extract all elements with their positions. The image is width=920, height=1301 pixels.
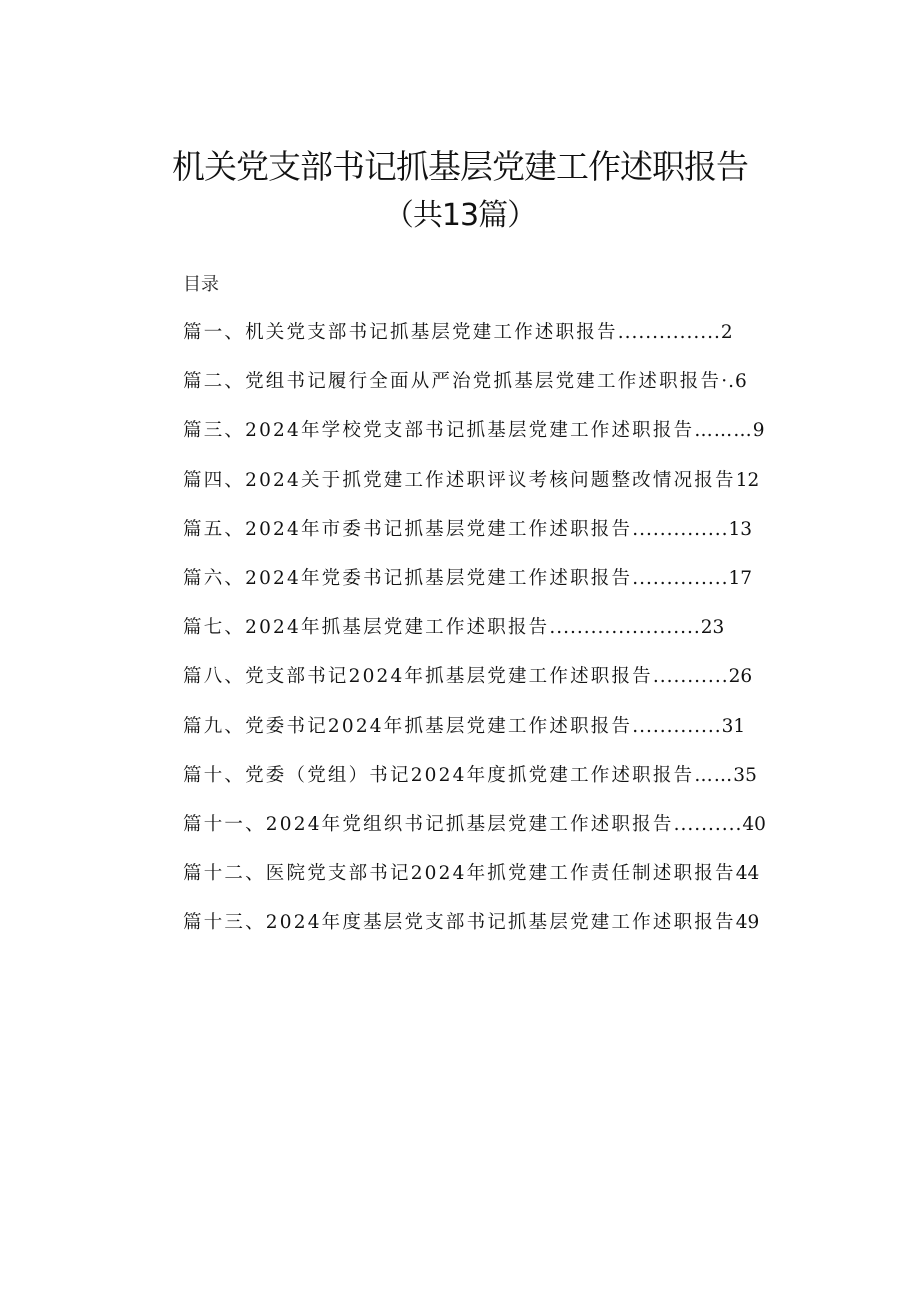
toc-page-number: 12	[735, 469, 760, 491]
toc-entry-label: 篇十三、2024年度基层党支部书记抓基层党建工作述职报告	[183, 912, 736, 934]
table-of-contents	[183, 318, 783, 957]
toc-entry-label: 篇二、党组书记履行全面从严治党抓基层党建工作述职报告	[183, 371, 722, 393]
toc-page-number: 44	[735, 863, 760, 885]
toc-dot-leader: ……	[694, 764, 734, 786]
toc-entry-11[interactable]	[183, 810, 783, 859]
toc-entry-9[interactable]	[183, 712, 783, 761]
toc-entry-label: 篇三、2024年学校党支部书记抓基层党建工作述职报告	[183, 420, 695, 442]
toc-entry-5[interactable]	[183, 515, 783, 564]
toc-entry-3[interactable]	[183, 416, 783, 465]
toc-page-number: 26	[728, 666, 753, 688]
toc-dot-leader: ......................	[549, 617, 701, 639]
toc-dot-leader: ..............	[632, 567, 729, 589]
toc-dot-leader: .............	[632, 715, 722, 737]
toc-dot-leader: ...........	[652, 666, 729, 688]
toc-page-number: 31	[721, 715, 746, 737]
toc-entry-label: 篇五、2024年市委书记抓基层党建工作述职报告	[183, 518, 633, 540]
toc-entry-7[interactable]	[183, 613, 783, 662]
toc-dot-leader: ...............	[617, 322, 721, 343]
document-title: 机关党支部书记抓基层党建工作述职报告	[172, 147, 748, 186]
toc-entry-label: 篇四、2024关于抓党建工作述职评议考核问题整改情况报告	[183, 469, 736, 491]
toc-entry-label: 篇六、2024年党委书记抓基层党建工作述职报告	[183, 567, 633, 589]
toc-page-number: 13	[728, 518, 753, 540]
toc-dot-leader: ………	[694, 420, 753, 442]
toc-page-number: 6	[734, 371, 747, 393]
toc-entry-1[interactable]	[183, 318, 783, 367]
toc-entry-13[interactable]	[183, 908, 783, 957]
toc-entry-label: 篇十二、医院党支部书记2024年抓党建工作责任制述职报告	[183, 863, 736, 885]
toc-entry-label: 篇七、2024年抓基层党建工作述职报告	[183, 617, 550, 639]
toc-page-number: 2	[720, 322, 733, 343]
toc-page-number: 35	[733, 764, 757, 786]
toc-page-number: 17	[728, 567, 753, 589]
toc-page-number: 40	[742, 813, 766, 835]
toc-entry-label: 篇九、党委书记2024年抓基层党建工作述职报告	[183, 715, 633, 737]
toc-entry-label: 篇十、党委（党组）书记2024年度抓党建工作述职报告	[183, 764, 695, 786]
toc-entry-10[interactable]	[183, 761, 783, 810]
toc-entry-6[interactable]	[183, 564, 783, 613]
toc-page-number: 9	[752, 420, 765, 442]
toc-entry-4[interactable]	[183, 466, 783, 515]
toc-page-number: 49	[735, 912, 760, 934]
toc-dot-leader: ..............	[632, 518, 729, 540]
toc-dot-leader: ·.	[721, 371, 735, 393]
toc-heading: 目录	[183, 274, 219, 295]
toc-dot-leader: ..........	[673, 813, 743, 835]
toc-page-number: 23	[700, 617, 725, 639]
toc-entry-2[interactable]	[183, 367, 783, 416]
toc-entry-label: 篇十一、2024年党组织书记抓基层党建工作述职报告	[183, 813, 674, 835]
document-subtitle: （共13篇）	[383, 198, 537, 233]
toc-entry-8[interactable]	[183, 662, 783, 711]
toc-entry-12[interactable]	[183, 859, 783, 908]
toc-entry-label: 篇一、机关党支部书记抓基层党建工作述职报告	[183, 322, 618, 343]
toc-entry-label: 篇八、党支部书记2024年抓基层党建工作述职报告	[183, 666, 653, 688]
